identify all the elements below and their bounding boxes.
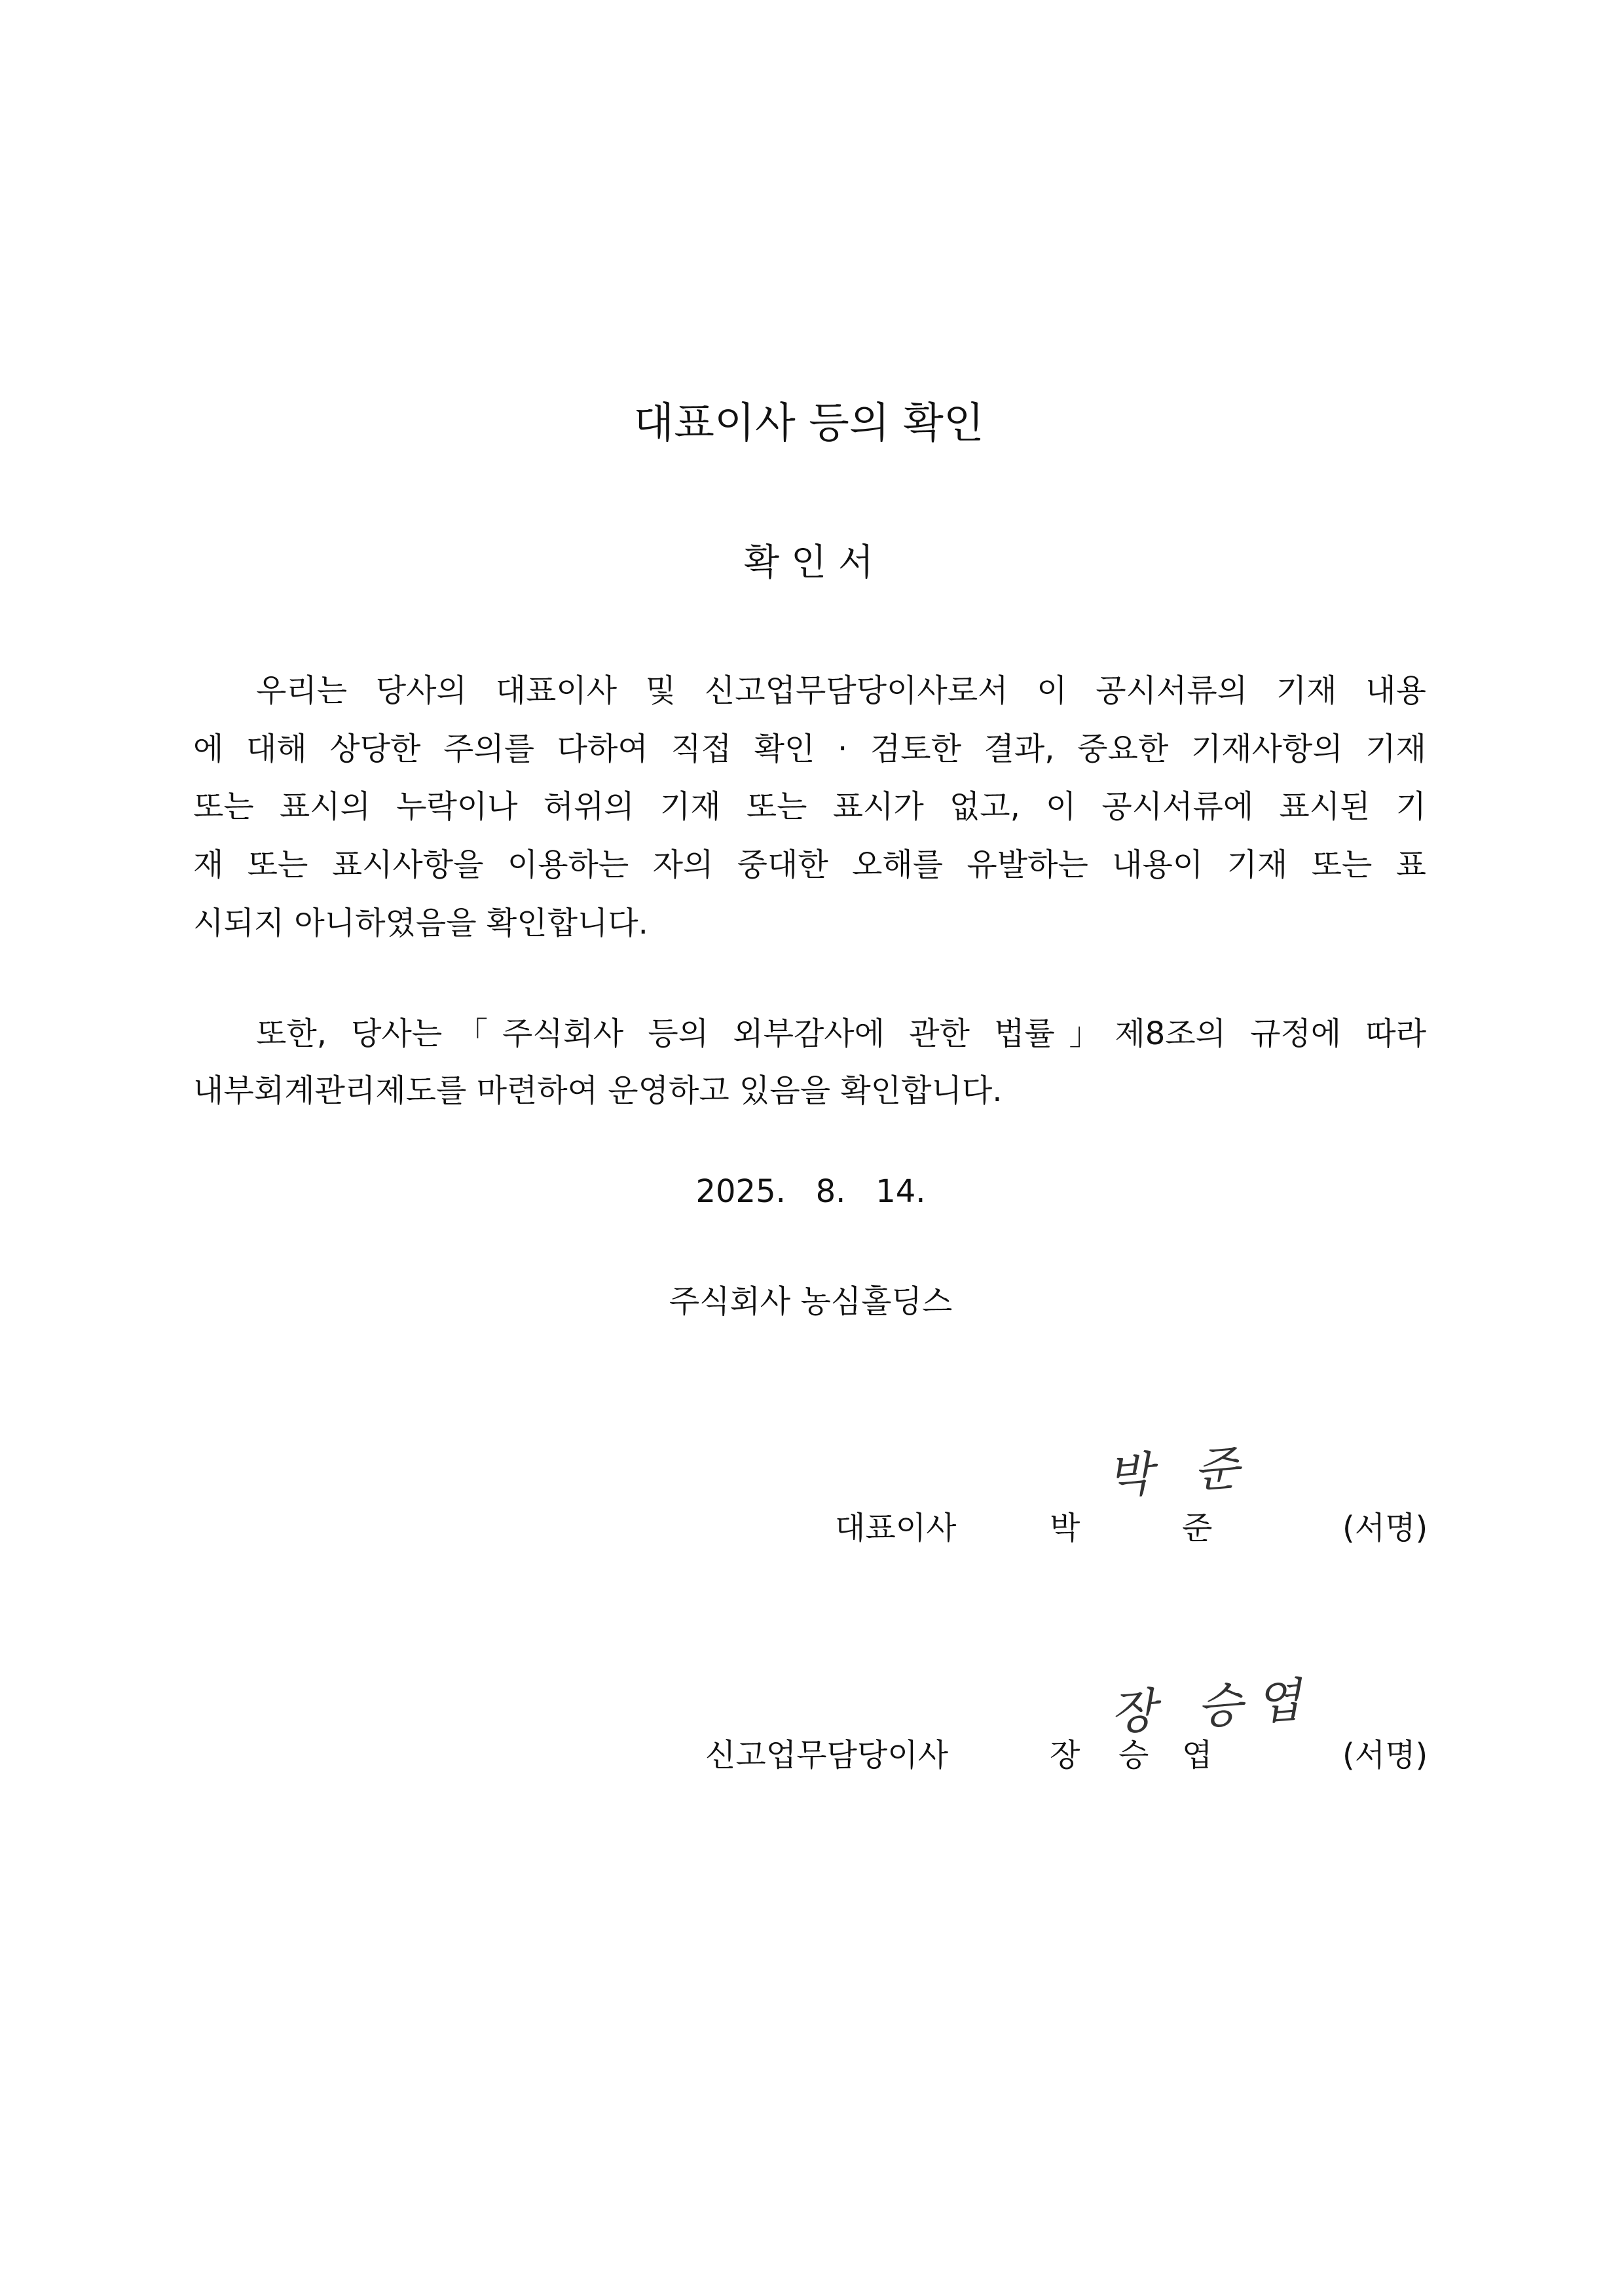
- signer-name-char: 장: [1050, 1737, 1080, 1774]
- signer-name-char: 엽: [1182, 1737, 1213, 1774]
- text-line: 또는 표시의 누락이나 허위의 기재 또는 표시가 없고, 이 공시서류에 표시된 기: [193, 788, 1426, 825]
- signer-name-char: 준: [1182, 1510, 1213, 1546]
- signer-name-char: 박: [1050, 1510, 1080, 1546]
- text-line: 시되지 아니하였음을 확인합니다.: [193, 905, 648, 941]
- text-line: 또한, 당사는「주식회사 등의 외부감사에 관한 법률」제8조의 규정에 따라: [256, 1015, 1426, 1052]
- text-line: 재 또는 표시사항을 이용하는 자의 중대한 오해를 유발하는 내용이 기재 또는 표: [193, 847, 1426, 883]
- signer-role: 대표이사: [835, 1510, 957, 1546]
- signer-name-char: 승: [1118, 1737, 1149, 1774]
- document-subtitle: 확 인 서: [744, 541, 874, 584]
- document-title: 대표이사 등의 확인: [633, 399, 984, 448]
- handwritten-signature: 장 승엽: [1108, 1671, 1316, 1741]
- sign-label: (서명): [1342, 1737, 1428, 1774]
- handwritten-signature: 박 준: [1105, 1439, 1255, 1504]
- text-line: 우리는 당사의 대표이사 및 신고업무담당이사로서 이 공시서류의 기재 내용: [256, 672, 1426, 709]
- signer-role: 신고업무담당이사: [705, 1737, 948, 1774]
- sign-label: (서명): [1342, 1510, 1428, 1546]
- company-name: 주식회사 농심홀딩스: [669, 1283, 953, 1320]
- document-date: 2025. 8. 14.: [695, 1173, 926, 1210]
- text-line: 내부회계관리제도를 마련하여 운영하고 있음을 확인합니다.: [193, 1072, 1003, 1109]
- text-line: 에 대해 상당한 주의를 다하여 직접 확인 · 검토한 결과, 중요한 기재사항의 기재: [193, 731, 1426, 767]
